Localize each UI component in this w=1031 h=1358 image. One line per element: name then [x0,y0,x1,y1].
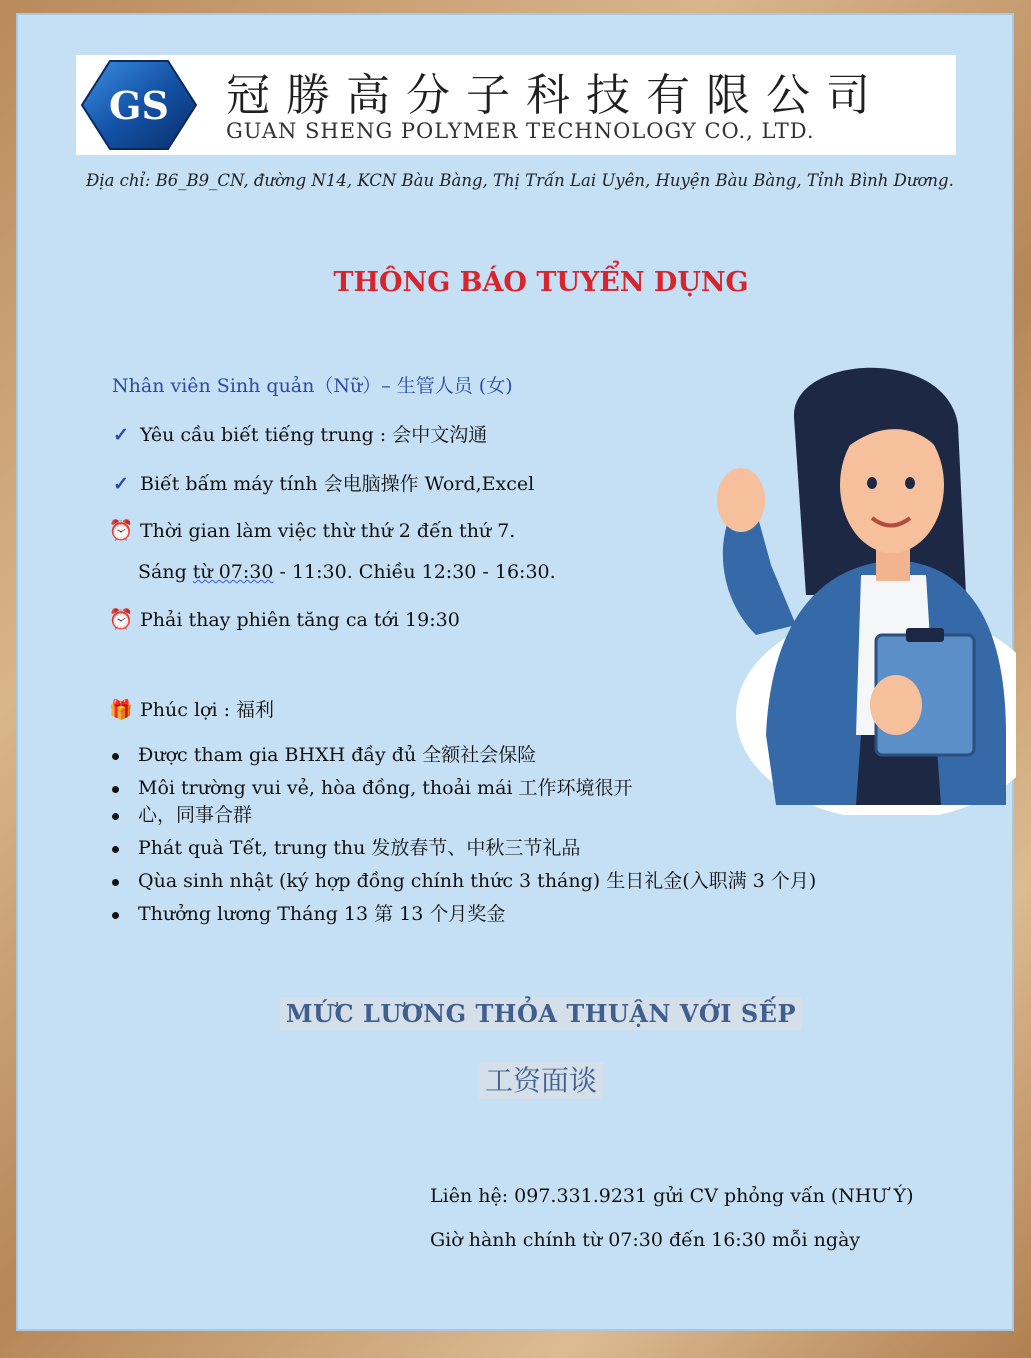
schedule-hours [138,561,556,583]
contact-hours: Giờ hành chính từ 07:30 đến 16:30 mỗi ngày [430,1229,861,1251]
salary-vi: MỨC LƯƠNG THỎA THUẬN VỚI SẾP [280,997,802,1030]
clipboard-clip [906,628,944,642]
requirement-item [108,420,487,447]
contact-phone: Liên hệ: 097.331.9231 gửi CV phỏng vấn (NHƯ Ý) [430,1185,914,1207]
logo-text: GS [109,83,169,128]
overtime-text: Phải thay phiên tăng ca tới 19:30 [140,609,460,631]
schedule-line [108,518,515,542]
left-eye [867,477,877,489]
company-name-chinese: 冠勝高分子科技有限公司 [226,70,886,121]
list-item: Phát quà Tết, trung thu 发放春节、中秋三节礼品 [108,832,816,865]
list-item: Thưởng lương Tháng 13 第 13 个月奖金 [108,898,816,931]
page-title: THÔNG BÁO TUYỂN DỤNG [333,267,749,298]
requirement-text: Yêu cầu biết tiếng trung : 会中文沟通 [140,424,488,446]
overtime-line [108,607,460,631]
check-icon: ✓ [113,424,129,446]
requirement-text: Biết bấm máy tính 会电脑操作 Word,Excel [140,473,535,495]
company-name-english: GUAN SHENG POLYMER TECHNOLOGY CO., LTD. [226,119,815,143]
raised-hand [717,468,765,532]
benefits-heading-text: Phúc lợi : 福利 [140,699,275,721]
alarm-clock-icon: ⏰ [108,607,134,631]
check-icon: ✓ [113,473,129,495]
list-item: Qùa sinh nhật (ký hợp đồng chính thức 3 tháng) 生日礼金(入职满 3 个月) [108,865,816,898]
company-header [76,55,956,155]
company-address: Địa chỉ: B6_B9_CN, đường N14, KCN Bàu Bàng, Thị Trấn Lai Uyên, Huyện Bàu Bàng, Tỉnh Bình Dương. [86,171,954,190]
recruitment-poster [16,13,1014,1331]
schedule-text: Thời gian làm việc thừ thứ 2 đến thứ 7. [140,520,516,542]
alarm-clock-icon: ⏰ [108,518,134,542]
job-position: Nhân viên Sinh quản（Nữ）– 生管人员 (女) [112,375,513,397]
benefits-heading [108,695,274,722]
list-item-continuation: 心，同事合群 [108,799,816,832]
right-eye [905,477,915,489]
gs-logo-icon [80,57,198,153]
salary-text-chinese [16,1059,1031,1099]
gift-icon: 🎁 [109,699,133,721]
recruiter-woman-illustration [696,335,1016,815]
schedule-hours-rest: - 11:30. Chiều 12:30 - 16:30. [273,561,556,583]
list-item: Môi trường vui vẻ, hòa đồng, thoải mái 工作环境很开 [108,772,816,805]
salary-text [16,999,1031,1028]
requirement-item [108,469,534,496]
salary-cn: 工资面谈 [479,1062,603,1099]
list-item: Được tham gia BHXH đầy đủ 全额社会保险 [108,739,816,772]
schedule-hours-prefix: Sáng [138,561,193,583]
schedule-hours-start: từ 07:30 [192,561,274,583]
holding-hand [870,675,922,735]
